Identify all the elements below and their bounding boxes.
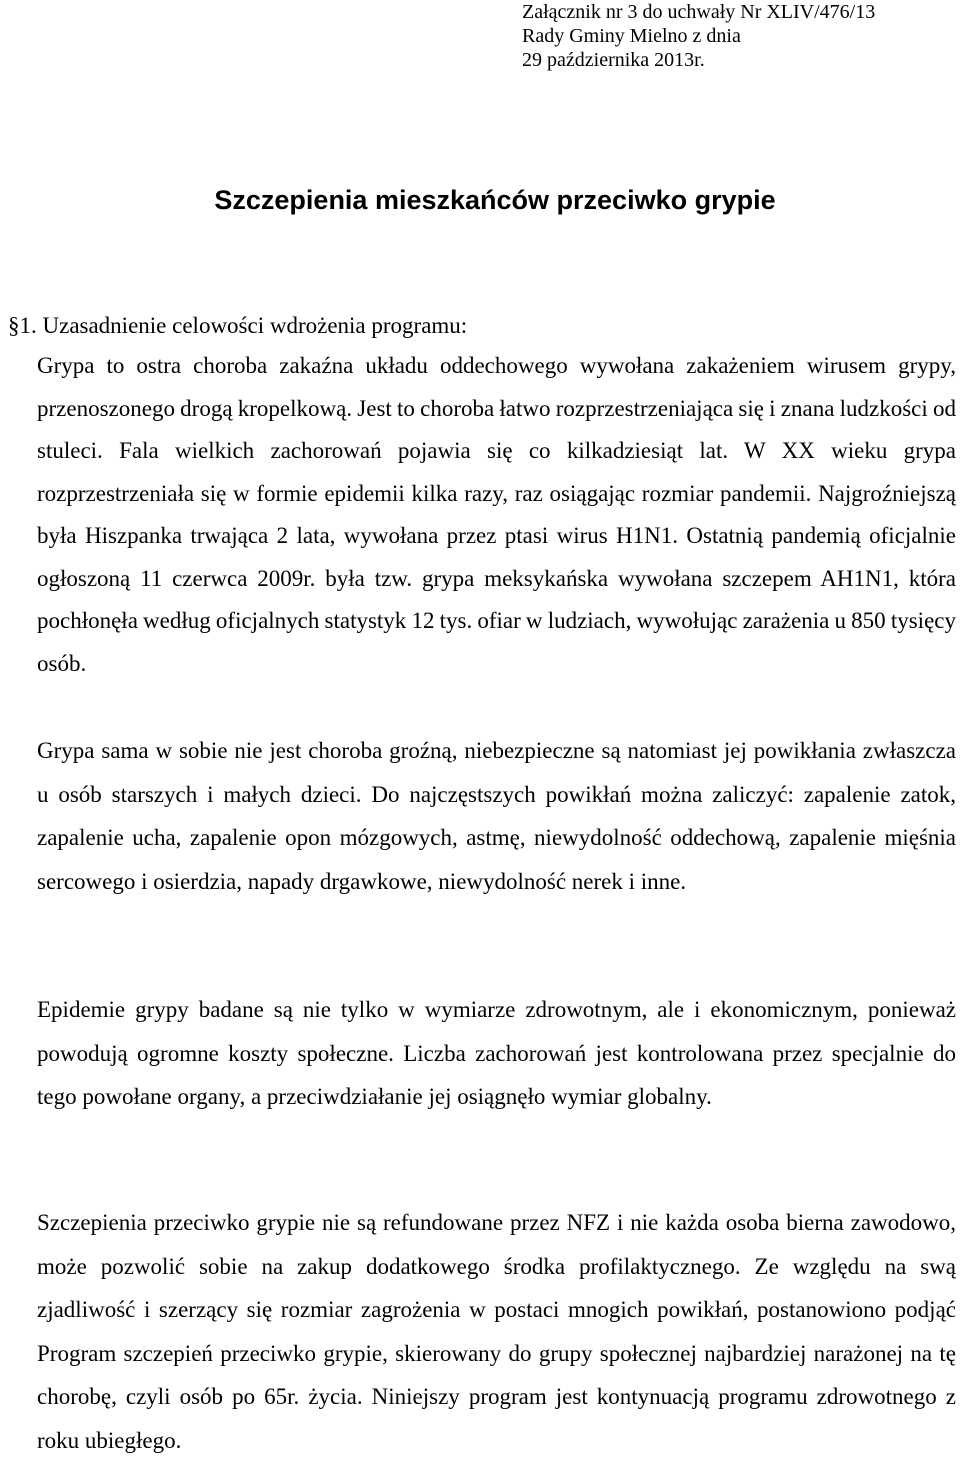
paragraph-program-rationale: Szczepienia przeciwko grypie nie są refundowane przez NFZ i nie każda osoba bierna zawodowo, może pozwolić sobie na zakup dodatkowego środka profilaktycznego. Ze względu na swą zjadliwość i szerzący się rozmiar zagrożenia w postaci mnogich powikłań, postanowiono podjąć Program szczepień przeciwko grypie, skierowany do grupy społecznej najbardziej narażonej na tę chorobę, czyli osób po 65r. życia. Niniejszy program jest kontynuacją programu zdrowotnego z roku ubiegłego. bbox=[37, 1210, 956, 1453]
annex-header bbox=[522, 0, 875, 72]
paragraph-complications: Grypa sama w sobie nie jest choroba groźną, niebezpieczne są natomiast jej powikłania zwłaszcza u osób starszych i małych dzieci. Do najczęstszych powikłań można zaliczyć: zapalenie zatok, zapalenie ucha, zapalenie opon mózgowych, astmę, niewydolność oddechową, zapalenie mięśnia sercowego i osierdzia, napady drgawkowe, niewydolność nerek i inne. bbox=[37, 738, 956, 894]
paragraph-flu-definition: Grypa to ostra choroba zakaźna układu oddechowego wywołana zakażeniem wirusem grypy, przenoszonego drogą kropelkową. Jest to choroba łatwo rozprzestrzeniająca się i znana ludzkości od stuleci. Fala wielkich zachorowań pojawia się co kilkadziesiąt lat. W XX wieku grypa rozprzestrzeniała się w formie epidemii kilka razy, raz osiągając rozmiar pandemii. Najgroźniejszą była Hiszpanka trwająca 2 lata, wywołana przez ptasi wirus H1N1. Ostatnią pandemią oficjalnie ogłoszoną 11 czerwca 2009r. była tzw. grypa meksykańska wywołana szczepem AH1N1, która pochłonęła według oficjalnych statystyk 12 tys. ofiar w ludziach, wywołując zarażenia u 850 tysięcy osób. bbox=[37, 353, 956, 676]
annex-line-1: Załącznik nr 3 do uchwały Nr XLIV/476/13 bbox=[522, 1, 876, 23]
paragraph-economic-impact: Epidemie grypy badane są nie tylko w wymiarze zdrowotnym, ale i ekonomicznym, ponieważ powodują ogromne koszty społeczne. Liczba zachorowań jest kontrolowana przez specjalnie do tego powołane organy, a przeciwdziałanie jej osiągnęło wymiar globalny. bbox=[37, 997, 956, 1109]
annex-line-3: 29 października 2013r. bbox=[522, 49, 705, 71]
section-heading: §1. Uzasadnienie celowości wdrożenia programu: bbox=[8, 313, 468, 338]
document-title: Szczepienia mieszkańców przeciwko grypie bbox=[214, 185, 776, 215]
annex-line-2: Rady Gminy Mielno z dnia bbox=[522, 25, 741, 47]
